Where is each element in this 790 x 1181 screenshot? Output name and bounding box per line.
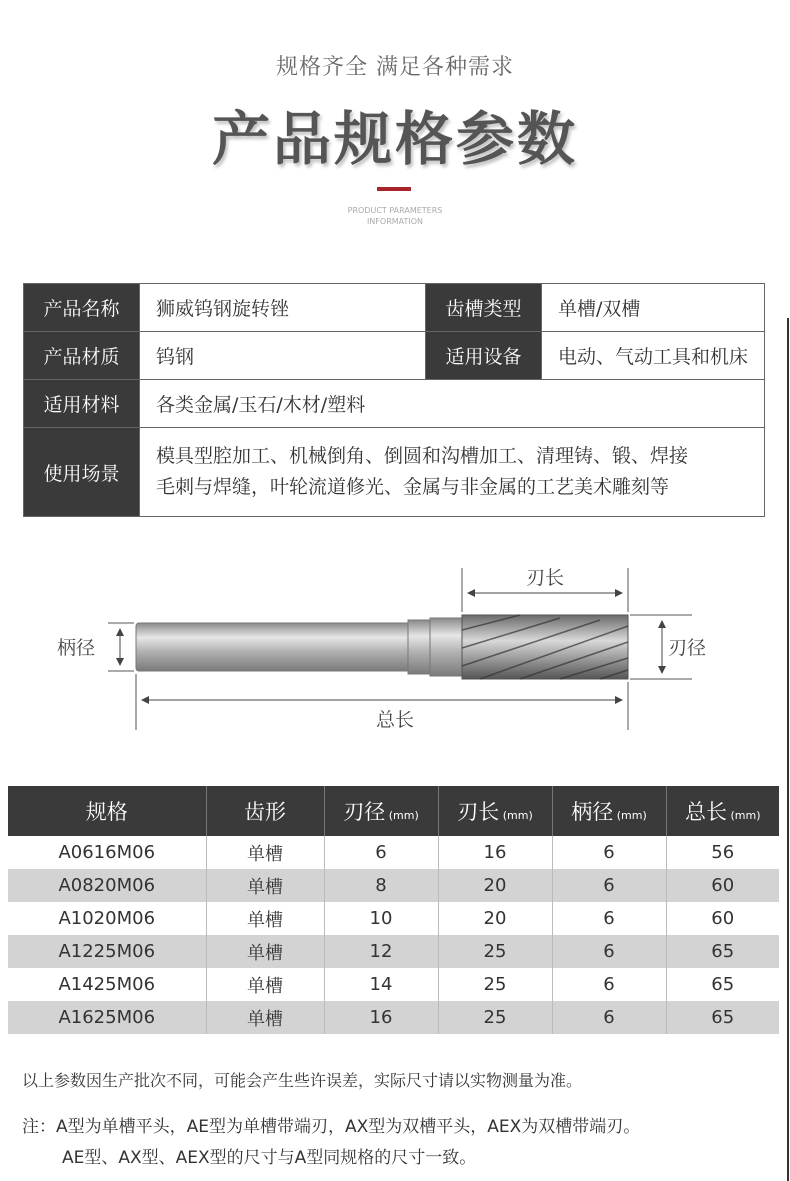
spec-cell: A1625M06 [8,1001,206,1034]
spec-cell: A1225M06 [8,935,206,968]
spec-header-unit: (mm) [726,809,761,822]
spec-cell: 14 [324,968,438,1001]
usage-label: 使用场景 [24,428,140,516]
total-length-label: 总长 [375,709,415,731]
disclaimer-note: 以上参数因生产批次不同，可能会产生些许误差，实际尺寸请以实物测量为准。 [22,1071,583,1090]
usage-line-1: 模具型腔加工、机械倒角、倒圆和沟槽加工、清理铸、锻、焊接 [156,445,689,467]
page-title: 产品规格参数 [211,105,578,173]
spec-cell: 16 [324,1001,438,1034]
spec-header-cell [206,786,324,836]
edge-divider [787,318,789,1181]
page-subtitle: 规格齐全 满足各种需求 [276,55,514,80]
spec-cell: 65 [666,968,779,1001]
equipment-label: 适用设备 [426,332,542,379]
spec-cell: 单槽 [206,836,324,869]
name-label: 产品名称 [24,284,140,331]
info-row-workpiece [24,380,764,428]
equipment-value: 电动、气动工具和机床 [558,346,749,368]
spec-cell: 8 [324,869,438,902]
spec-row [8,1001,779,1034]
spec-header-cell [552,786,666,836]
usage-line-2: 毛刺与焊缝，叶轮流道修光、金属与非金属的工艺美术雕刻等 [156,476,670,498]
spec-cell: 单槽 [206,869,324,902]
spec-row [8,902,779,935]
spec-cell: 20 [438,902,552,935]
english-title [0,205,790,227]
english-title-line2: INFORMATION [366,217,424,226]
workpiece-value: 各类金属/玉石/木材/塑料 [156,394,366,416]
name-value: 狮威钨钢旋转锉 [140,284,426,331]
spec-cell: A0820M06 [8,869,206,902]
spec-cell: 单槽 [206,968,324,1001]
blade-length-label: 刃长 [525,567,565,589]
material-value: 钨钢 [140,332,426,379]
type-note [22,1112,640,1174]
spec-header-unit: (mm) [499,809,533,822]
spec-body [8,836,779,1034]
product-info-table [23,283,765,517]
spec-header-unit: (mm) [613,809,647,822]
spec-header-cell [8,786,206,836]
groove-value: 单槽/双槽 [558,298,641,320]
spec-cell: A0616M06 [8,836,206,869]
spec-row [8,836,779,869]
workpiece-label: 适用材料 [24,380,140,427]
type-note-line1: 注：A型为单槽平头，AE型为单槽带端刃，AX型为双槽平头，AEX为双槽带端刃。 [22,1117,641,1137]
info-row-usage [24,428,764,516]
spec-cell: 12 [324,935,438,968]
spec-header-cell [666,786,779,836]
spec-header-label: 柄径 [571,800,614,824]
spec-cell: A1425M06 [8,968,206,1001]
spec-table [8,786,779,1034]
spec-cell: 56 [666,836,779,869]
spec-cell: 6 [552,836,666,869]
dimension-drawing [0,560,790,740]
spec-header-unit: (mm) [385,809,419,822]
collar-shape [430,618,462,676]
spec-header-label: 总长 [684,800,727,824]
spec-cell: 6 [552,968,666,1001]
english-title-line1: PRODUCT PARAMETERS [347,206,443,215]
blade-diameter-label: 刃径 [668,637,707,659]
cutter-head-shape [462,615,628,679]
spec-header-row [8,786,779,836]
info-row-name [24,284,764,332]
spec-cell: 25 [438,968,552,1001]
title-accent-bar [377,187,411,191]
groove-label: 齿槽类型 [426,284,542,331]
spec-header-label: 规格 [85,800,128,824]
spec-cell: 25 [438,1001,552,1034]
spec-cell: 6 [552,935,666,968]
info-row-material [24,332,764,380]
spec-header-cell [324,786,438,836]
spec-cell: A1020M06 [8,902,206,935]
spec-row [8,968,779,1001]
spec-header-label: 刃径 [343,800,386,824]
spec-header-label: 齿形 [244,800,286,824]
spec-cell: 65 [666,1001,779,1034]
material-label: 产品材质 [24,332,140,379]
shank-diameter-label: 柄径 [57,637,96,659]
spec-cell: 65 [666,935,779,968]
spec-row [8,935,779,968]
spec-cell: 单槽 [206,935,324,968]
spec-header-cell [438,786,552,836]
spec-cell: 20 [438,869,552,902]
usage-value [140,428,764,516]
spec-header-label: 刃长 [457,800,500,824]
spec-cell: 单槽 [206,1001,324,1034]
spec-row [8,869,779,902]
type-note-line2: AE型、AX型、AEX型的尺寸与A型同规格的尺寸一致。 [62,1148,477,1168]
spec-cell: 6 [552,902,666,935]
spec-cell: 60 [666,869,779,902]
spec-cell: 60 [666,902,779,935]
spec-cell: 6 [552,869,666,902]
neck-shape [408,620,432,674]
spec-cell: 16 [438,836,552,869]
spec-cell: 6 [324,836,438,869]
spec-cell: 6 [552,1001,666,1034]
shank-shape [136,623,410,671]
spec-cell: 25 [438,935,552,968]
spec-cell: 10 [324,902,438,935]
spec-cell: 单槽 [206,902,324,935]
